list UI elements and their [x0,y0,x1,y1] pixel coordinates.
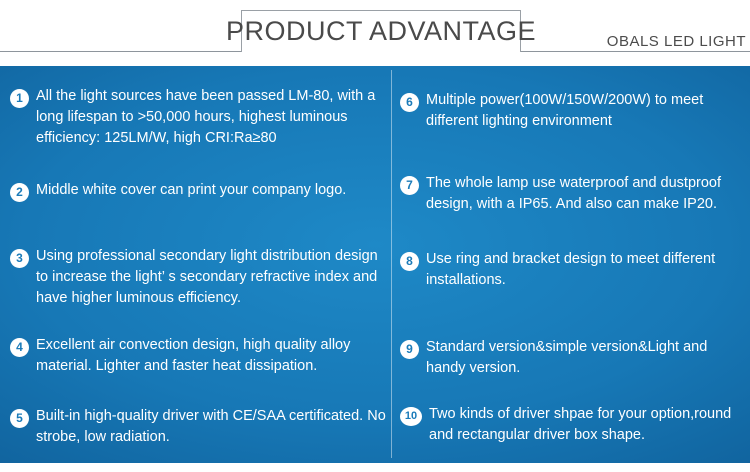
advantage-text-4: Excellent air convection design, high quality alloy material. Lighter and faster heat dissipation. [36,337,351,374]
brand-name: OBALS LED LIGHT [606,33,746,50]
advantage-item-1 [10,86,388,149]
number-badge-7: 7 [400,176,419,195]
advantage-item-6 [400,90,745,132]
advantage-item-10 [400,404,745,446]
advantage-text-7: The whole lamp use waterproof and dustproof design, with a IP65. And also can make IP20. [426,175,722,212]
number-badge-2: 2 [10,183,29,202]
column-divider [391,70,392,458]
number-badge-5: 5 [10,409,29,428]
advantage-item-3 [10,246,382,309]
advantage-text-6: Multiple power(100W/150W/200W) to meet different lighting environment [426,92,704,129]
header [0,0,750,64]
advantage-text-5: Built-in high-quality driver with CE/SAA certificated. No strobe, low radiation. [36,408,386,445]
advantage-text-8: Use ring and bracket design to meet different installations. [426,251,716,288]
number-badge-3: 3 [10,249,29,268]
page-title: PRODUCT ADVANTAGE [225,16,537,46]
advantage-text-1: All the light sources have been passed LM-80, with a long lifespan to >50,000 hours, highest luminous efficiency: 125LM/W, high CRI:Ra≥80 [36,88,376,146]
footer-strip [0,463,750,472]
advantage-item-4 [10,335,380,377]
number-badge-9: 9 [400,340,419,359]
header-rule-right [521,51,750,52]
advantage-item-9 [400,337,735,379]
number-badge-8: 8 [400,252,419,271]
advantage-item-8 [400,249,745,291]
advantage-text-2: Middle white cover can print your company logo. [36,182,347,198]
number-badge-1: 1 [10,89,29,108]
advantage-text-3: Using professional secondary light distribution design to increase the light’ s secondary refractive index and have higher luminous efficiency. [36,248,378,306]
advantage-item-2 [10,180,388,202]
advantage-item-7 [400,173,748,215]
advantage-text-10: Two kinds of driver shpae for your option,round and rectangular driver box shape. [429,406,732,443]
advantage-item-5 [10,406,390,448]
number-badge-4: 4 [10,338,29,357]
number-badge-10: 10 [400,407,422,426]
number-badge-6: 6 [400,93,419,112]
title-frame [225,10,537,52]
advantage-text-9: Standard version&simple version&Light and handy version. [426,339,708,376]
header-rule-left [0,51,241,52]
